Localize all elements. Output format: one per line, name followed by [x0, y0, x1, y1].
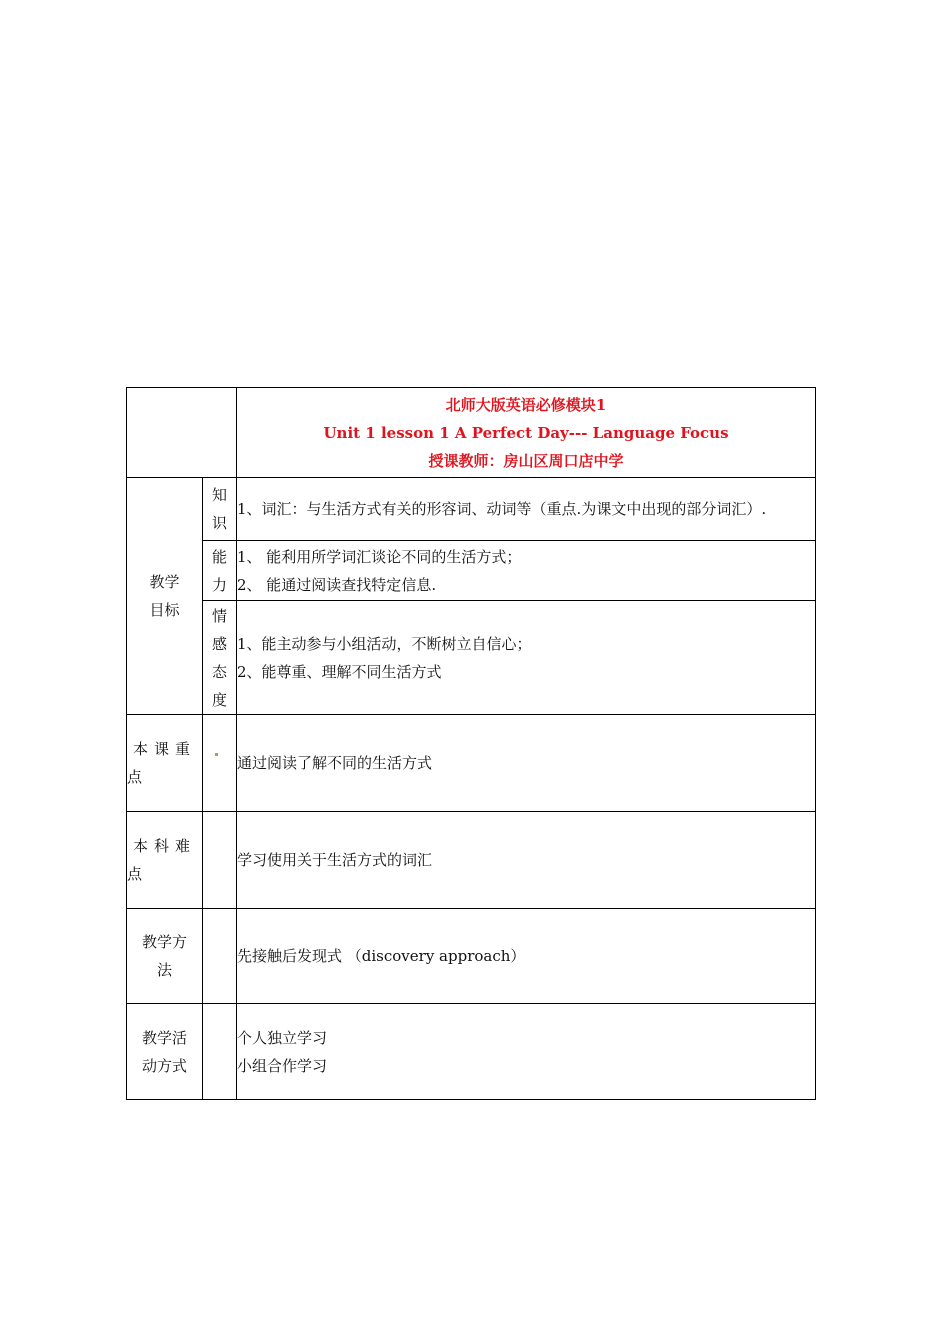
- title-blank-cell: [127, 388, 237, 478]
- objectives-label: 教学 目标: [127, 478, 203, 715]
- ability-item: 2、 能通过阅读查找特定信息.: [237, 575, 437, 594]
- emotion-item: 2、能尊重、理解不同生活方式: [237, 662, 442, 681]
- emotion-item: 1、能主动参与小组活动，不断树立自信心；: [237, 634, 532, 653]
- difficulties-row: [127, 812, 816, 909]
- key-points-content: 通过阅读了解不同的生活方式: [237, 715, 816, 812]
- ability-label: 能 力: [203, 541, 237, 601]
- dot-marker: [215, 753, 218, 756]
- lesson-plan-table: [126, 387, 816, 1100]
- title-line-1: 北师大版英语必修模块1: [445, 395, 607, 414]
- activity-item: 小组合作学习: [237, 1056, 328, 1075]
- knowledge-label: 知 识: [203, 478, 237, 541]
- method-content: 先接触后发现式 （discovery approach）: [237, 909, 816, 1004]
- method-blank-cell: [203, 909, 237, 1004]
- emotion-label: 情 感 态 度: [203, 601, 237, 715]
- activities-row: [127, 1004, 816, 1100]
- method-label: 教学方 法: [127, 909, 203, 1004]
- document-title: [237, 388, 816, 478]
- key-points-row: [127, 715, 816, 812]
- key-points-label: 本课重 点: [127, 715, 203, 812]
- activities-blank-cell: [203, 1004, 237, 1100]
- ability-row: [127, 541, 816, 601]
- ability-item: 1、 能利用所学词汇谈论不同的生活方式；: [237, 547, 522, 566]
- activities-label: 教学活 动方式: [127, 1004, 203, 1100]
- key-points-marker-cell: [203, 715, 237, 812]
- title-line-3: 授课教师：房山区周口店中学: [428, 451, 624, 470]
- difficulties-blank-cell: [203, 812, 237, 909]
- title-line-2: Unit 1 lesson 1 A Perfect Day--- Language Focus: [323, 423, 729, 442]
- activity-item: 个人独立学习: [237, 1028, 328, 1047]
- difficulties-content: 学习使用关于生活方式的词汇: [237, 812, 816, 909]
- title-row: [127, 388, 816, 478]
- difficulties-label: 本科难 点: [127, 812, 203, 909]
- knowledge-item: 1、词汇：与生活方式有关的形容词、动词等（重点.为课文中出现的部分词汇）.: [237, 500, 767, 518]
- method-row: [127, 909, 816, 1004]
- knowledge-content: [237, 478, 816, 541]
- emotion-row: [127, 601, 816, 715]
- emotion-content: [237, 601, 816, 715]
- ability-content: [237, 541, 816, 601]
- activities-content: [237, 1004, 816, 1100]
- knowledge-row: [127, 478, 816, 541]
